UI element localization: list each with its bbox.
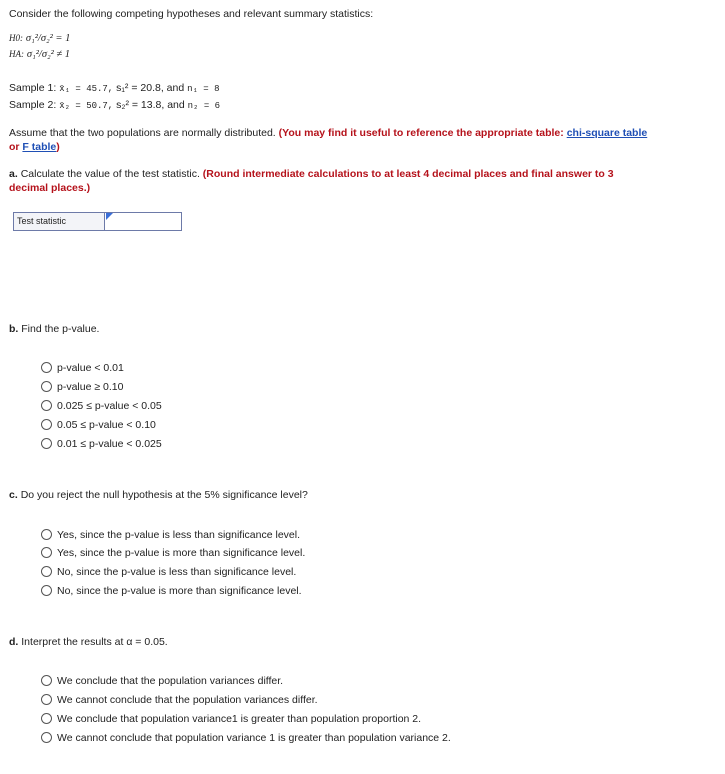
- table-reference-note: (You may find it useful to reference the appropriate table:: [278, 127, 564, 139]
- sample-1-mean: x̄₁ = 45.7,: [59, 84, 114, 94]
- part-d-text: Interpret the results at α = 0.05.: [21, 636, 168, 648]
- alternative-hypothesis: [9, 48, 70, 60]
- part-d-question: [9, 636, 168, 648]
- sample-2-variance: s₂² = 13.8, and: [116, 99, 185, 111]
- h0-label: H0:: [9, 33, 23, 43]
- radio-icon[interactable]: [41, 585, 52, 596]
- chi-square-table-link[interactable]: chi-square table: [566, 127, 648, 139]
- p-value-option-4[interactable]: 0.05 ≤ p-value < 0.10: [41, 419, 156, 431]
- radio-icon[interactable]: [41, 732, 52, 743]
- interpret-option-2[interactable]: We cannot conclude that the population variances differ.: [41, 694, 318, 706]
- sample-1-variance: s₁² = 20.8, and: [116, 82, 185, 94]
- null-hypothesis: [9, 32, 70, 44]
- reject-option-1[interactable]: Yes, since the p-value is less than significance level.: [41, 529, 300, 541]
- part-c-question: [9, 489, 308, 501]
- assumption-line-2: [9, 141, 60, 153]
- part-a-question: [9, 168, 614, 180]
- interpret-option-4[interactable]: We cannot conclude that population variance 1 is greater than population variance 2.: [41, 732, 451, 744]
- h0-expression: σ₁²/σ₂² = 1: [25, 33, 71, 44]
- close-paren: ): [56, 141, 60, 153]
- test-statistic-label-cell: [14, 213, 105, 230]
- part-a-rounding-note-2: decimal places.): [9, 182, 91, 194]
- p-value-option-2[interactable]: p-value ≥ 0.10: [41, 381, 123, 393]
- sample-1-stats: [9, 82, 220, 94]
- p-value-option-1[interactable]: p-value < 0.01: [41, 362, 124, 374]
- reject-option-2[interactable]: Yes, since the p-value is more than significance level.: [41, 547, 305, 559]
- part-a-prefix: a.: [9, 168, 18, 180]
- part-b-question: [9, 323, 99, 335]
- part-b-text: Find the p-value.: [21, 323, 100, 335]
- part-c-text: Do you reject the null hypothesis at the 5% significance level?: [20, 489, 308, 501]
- interpret-option-3[interactable]: We conclude that population variance1 is greater than population proportion 2.: [41, 713, 421, 725]
- radio-icon[interactable]: [41, 694, 52, 705]
- assumption-text: Assume that the two populations are normally distributed.: [9, 127, 276, 139]
- sample-1-label: Sample 1:: [9, 82, 57, 94]
- reject-option-4[interactable]: No, since the p-value is more than significance level.: [41, 585, 302, 597]
- part-a-rounding-note: (Round intermediate calculations to at least 4 decimal places and final answer to 3: [202, 168, 614, 180]
- ha-expression: σ₁²/σ₂² ≠ 1: [26, 49, 71, 60]
- test-statistic-input[interactable]: [106, 213, 181, 230]
- radio-icon[interactable]: [41, 400, 52, 411]
- sample-2-size: n₂ = 6: [187, 101, 221, 111]
- part-c-prefix: c.: [9, 489, 18, 501]
- sample-2-stats: [9, 99, 220, 111]
- part-b-prefix: b.: [9, 323, 19, 335]
- p-value-option-3[interactable]: 0.025 ≤ p-value < 0.05: [41, 400, 162, 412]
- assumption-line: [9, 127, 647, 139]
- sample-1-size: n₁ = 8: [187, 84, 220, 94]
- f-table-link[interactable]: F table: [22, 141, 57, 153]
- radio-icon[interactable]: [41, 566, 52, 577]
- radio-icon[interactable]: [41, 547, 52, 558]
- test-statistic-row: [13, 212, 182, 231]
- interpret-option-1[interactable]: We conclude that the population variances differ.: [41, 675, 283, 687]
- part-a-text: Calculate the value of the test statistic.: [20, 168, 200, 180]
- test-statistic-label: Test statistic: [17, 216, 67, 226]
- sample-2-mean: x̄₂ = 50.7,: [59, 101, 114, 111]
- or-text: or: [9, 141, 20, 153]
- radio-icon[interactable]: [41, 529, 52, 540]
- radio-icon[interactable]: [41, 438, 52, 449]
- radio-icon[interactable]: [41, 419, 52, 430]
- radio-icon[interactable]: [41, 675, 52, 686]
- part-d-prefix: d.: [9, 636, 19, 648]
- radio-icon[interactable]: [41, 381, 52, 392]
- radio-icon[interactable]: [41, 362, 52, 373]
- reject-option-3[interactable]: No, since the p-value is less than significance level.: [41, 566, 296, 578]
- sample-2-label: Sample 2:: [9, 99, 57, 111]
- radio-icon[interactable]: [41, 713, 52, 724]
- p-value-option-5[interactable]: 0.01 ≤ p-value < 0.025: [41, 438, 162, 450]
- ha-label: HA:: [9, 49, 24, 59]
- input-flag-icon: [106, 213, 113, 220]
- intro-text: Consider the following competing hypotheses and relevant summary statistics:: [9, 8, 374, 20]
